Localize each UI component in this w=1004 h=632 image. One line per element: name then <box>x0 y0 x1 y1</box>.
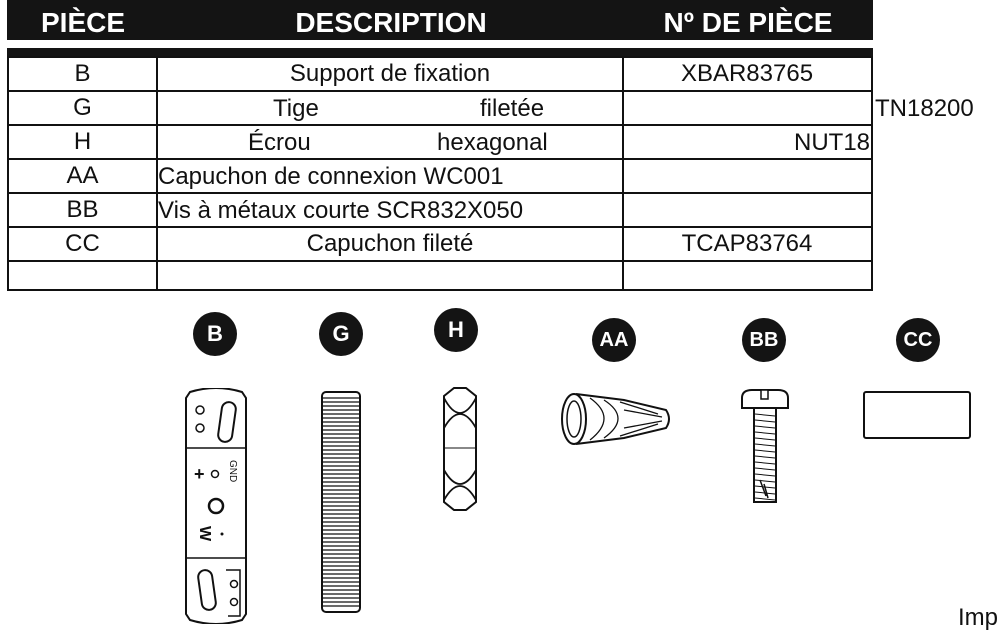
part-badge-h: H <box>434 308 478 352</box>
cell-description: Capuchon fileté <box>306 230 474 257</box>
cell-piece: B <box>74 60 91 87</box>
cell-description: filetée <box>480 95 545 122</box>
cell-description: Écrou <box>248 129 311 156</box>
part-badge-cc: CC <box>896 318 940 362</box>
threaded-cap-icon <box>862 390 972 440</box>
gnd-label: GND <box>227 460 238 483</box>
cell-piece: CC <box>65 230 100 257</box>
cell-description: Vis à métaux courte SCR832X050 <box>158 197 524 224</box>
wire-connector-cap-icon <box>558 388 674 450</box>
part-badge-b: B <box>193 312 237 356</box>
table-bottom-border <box>7 289 873 291</box>
cell-part-no: NUT18 <box>794 129 871 156</box>
machine-screw-icon <box>738 388 792 506</box>
cell-description: Support de fixation <box>289 60 491 87</box>
row-divider <box>7 260 873 262</box>
header-part-no: Nº DE PIÈCE <box>623 0 873 40</box>
part-badge-g: G <box>319 312 363 356</box>
part-badge-aa: AA <box>592 318 636 362</box>
header-description: DESCRIPTION <box>159 0 623 40</box>
cell-description: Capuchon de connexion WC001 <box>158 163 504 190</box>
cell-piece: G <box>73 94 92 121</box>
hex-nut-icon <box>440 386 480 512</box>
mounting-bracket-icon <box>180 388 252 624</box>
footer-text: Imp <box>958 604 999 631</box>
cell-description: Tige <box>273 95 319 122</box>
header-band-bottom <box>7 48 873 56</box>
part-badge-bb: BB <box>742 318 786 362</box>
cell-piece: H <box>73 128 92 155</box>
w-label: W <box>196 526 213 542</box>
cell-part-no: TCAP83764 <box>681 230 813 257</box>
cell-part-no: TN18200 <box>875 95 974 122</box>
cell-piece: AA <box>66 162 99 189</box>
threaded-rod-icon <box>318 390 364 614</box>
header-piece: PIÈCE <box>7 0 159 40</box>
cell-part-no: XBAR83765 <box>680 60 814 87</box>
cell-description: hexagonal <box>437 129 548 156</box>
svg-text:+: + <box>194 464 205 484</box>
cell-piece: BB <box>66 196 99 223</box>
